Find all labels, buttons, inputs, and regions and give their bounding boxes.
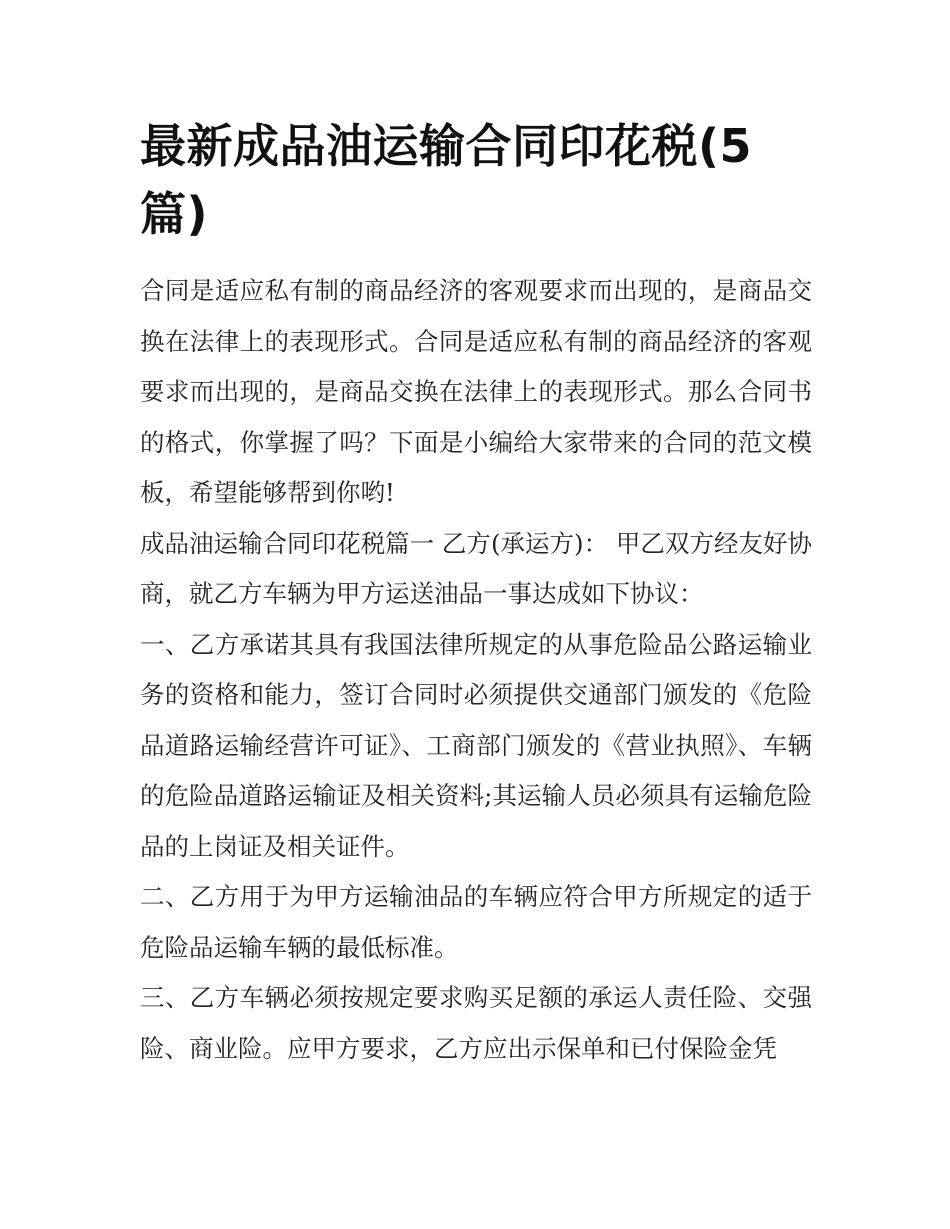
document-title: 最新成品油运输合同印花税(5篇) — [140, 119, 753, 241]
document-body — [140, 112, 812, 1074]
paragraph-intro: 合同是适应私有制的商品经济的客观要求而出现的，是商品交换在法律上的表现形式。合同是适应私有制的商品经济的客观要求而出现的，是商品交换在法律上的表现形式。那么合同书的格式，你掌握了吗？下面是小编给大家带来的合同的范文模板，希望能够帮到你哟! — [140, 276, 812, 507]
paragraph-clause-1: 一、乙方承诺其具有我国法律所规定的从事危险品公路运输业务的资格和能力，签订合同时必须提供交通部门颁发的《危险品道路运输经营许可证》、工商部门颁发的《营业执照》、车辆的危险品道路运输证及相关资料;其运输人员必须具有运输危险品的上岗证及相关证件。 — [140, 629, 812, 861]
paragraph-clause-2: 二、乙方用于为甲方运输油品的车辆应符合甲方所规定的适于危险品运输车辆的最低标准。 — [140, 882, 812, 962]
paragraph-clause-3: 三、乙方车辆必须按规定要求购买足额的承运人责任险、交强险、商业险。应甲方要求，乙方应出示保单和已付保险金凭 — [140, 983, 812, 1063]
paragraph-contract-opening: 成品油运输合同印花税篇一 乙方(承运方)： 甲乙双方经友好协商，就乙方车辆为甲方运送油品一事达成如下协议： — [140, 528, 812, 608]
